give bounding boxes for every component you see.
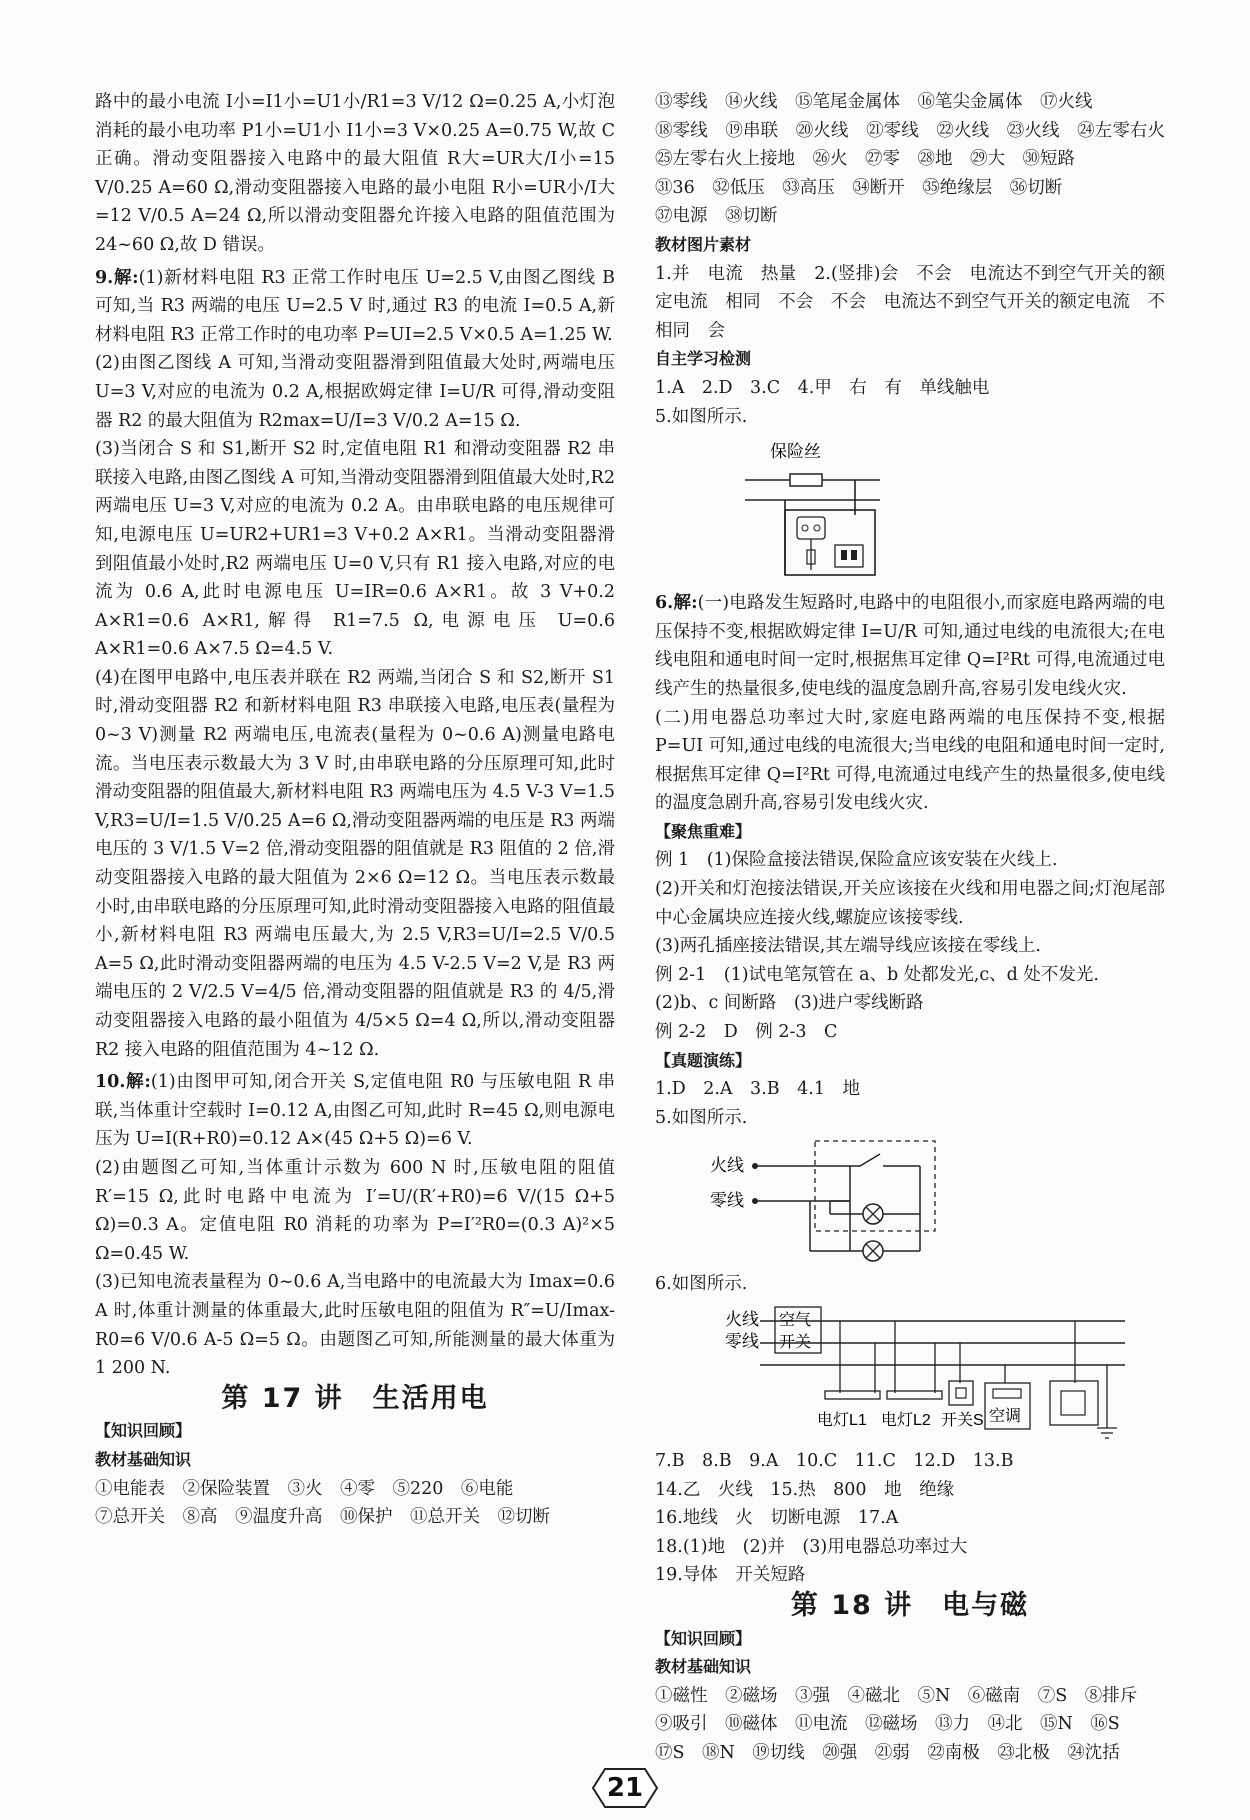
page-number: 21 — [606, 1773, 644, 1803]
real-exam-answers-3: 16.地线 火 切断电源 17.A — [655, 1508, 899, 1529]
knowledge-review-heading: 【知识回顾】 — [95, 1421, 192, 1441]
lamp-l1-icon — [825, 1391, 880, 1399]
lamp-l1-label: 电灯L1 — [817, 1412, 867, 1429]
q9-block — [95, 264, 615, 350]
real-exam-answers-1: 7.B 8.B 9.A 10.C 11.C 12.D 13.B — [655, 1451, 1014, 1471]
basic-knowledge-heading: 教材基础知识 — [95, 1449, 192, 1469]
lesson-18-title: 第 18 讲 电与磁 — [790, 1589, 1030, 1621]
l17-line-1: ①电能表 ②保险装置 ③火 ④零 ⑤220 ⑥电能 — [95, 1478, 514, 1499]
real-exam-line-6: 6.如图所示. — [655, 1274, 748, 1295]
q8-continuation: 路中的最小电流 I小=I1小=U1小/R1=3 V/12 Ω=0.25 A,小灯泡消耗的最小电功率 P1小=U1小 I1小=3 V×0.25 A=0.75 W,故 C 正确。滑动变阻器接入电路中的最大阻值 R大=UR大/I小=15 V/0.25 A=60 Ω,滑动变阻器接入电路的最小电阻 R小=UR小/I大=12 V/0.5 A=24 Ω,所以滑动变阻器允许接入电路的阻值范围为 24~60 Ω,故 D 错误。 — [95, 92, 615, 255]
example-2-2: 例 2-2 D 例 2-3 C — [655, 1022, 838, 1043]
l18-line-1: ①磁性 ②磁场 ③强 ④磁北 ⑤N ⑥磁南 ⑦S ⑧排斥 — [655, 1685, 1138, 1706]
real-exam-answers-5: 19.导体 开关短路 — [655, 1565, 806, 1586]
q10-part3: (3)已知电流表量程为 0~0.6 A,当电路中的电流最大为 Imax=0.6 A 时,体重计测量的体重最大,此时压敏电阻的阻值为 R″=U/Imax-R0=6 V/0.6 A-5 Ω=5 Ω。由题图乙可知,所能测量的最大体重为 1 200 N. — [95, 1272, 615, 1379]
left-column — [95, 88, 615, 1532]
l17-more-4: ㊲电源 ㊳切断 — [655, 206, 778, 227]
l17-more-3: ㉛36 ㉜低压 ㉝高压 ㉞断开 ㉟绝缘层 ㊱切断 — [655, 177, 1063, 198]
socket-panel — [785, 510, 875, 575]
lesson-17-title: 第 17 讲 生活用电 — [221, 1382, 489, 1414]
neutral-wire-label-2: 零线 — [725, 1332, 759, 1351]
q9-title: 9.解: — [95, 267, 139, 288]
q10-title: 10.解: — [95, 1072, 151, 1093]
air-breaker-text-1: 空气 — [779, 1312, 812, 1329]
live-wire-label-2: 火线 — [725, 1310, 759, 1329]
l17-more-2: ⑱零线 ⑲串联 ⑳火线 ㉑零线 ㉒火线 ㉓火线 ㉔左零右火 ㉕左零右火上接地 ㉖火 ㉗零 ㉘地 ㉙大 ㉚短路 — [655, 120, 1183, 170]
self-check-heading: 自主学习检测 — [655, 349, 752, 369]
q10-part2: (2)由题图乙可知,当体重计示数为 600 N 时,压敏电阻的阻值 R′=15 Ω,此时电路中电流为 I′=U/(R′+R0)=6 V/(15 Ω+5 Ω)=0.3 A。定值电阻 R0 消耗的功率为 P=I′²R0=(0.3 A)²×5 Ω=0.45 W. — [95, 1157, 615, 1264]
picture-material-heading: 教材图片素材 — [655, 234, 752, 254]
l17-line-2: ⑦总开关 ⑧高 ⑨温度升高 ⑩保护 ⑪总开关 ⑫切断 — [95, 1507, 550, 1528]
live-wire-label: 火线 — [710, 1156, 744, 1176]
example-2-1-b: (2)b、c 间断路 (3)进户零线断路 — [655, 993, 924, 1014]
real-exam-line-5: 5.如图所示. — [655, 1107, 748, 1128]
q6-part1 — [655, 589, 1165, 703]
l18-line-3: ⑰S ⑱N ⑲切线 ⑳强 ㉑弱 ㉒南极 ㉓北极 ㉔沈括 — [655, 1742, 1120, 1763]
q9-part2: (2)由图乙图线 A 可知,当滑动变阻器滑到阻值最大处时,两端电压 U=3 V,对应的电流为 0.2 A,根据欧姆定律 I=U/R 可得,滑动变阻器 R2 的最大阻值为 R2max=U/I=3 V/0.2 A=15 Ω. — [95, 353, 615, 431]
lamp-circuit-diagram — [655, 1136, 1075, 1266]
aircon-label: 空调 — [989, 1408, 1022, 1425]
q10-block — [95, 1068, 615, 1154]
focus-heading: 【聚焦重难】 — [655, 821, 752, 841]
switch-s-box — [949, 1381, 973, 1405]
switch-s-label: 开关S — [941, 1412, 984, 1429]
l17-more-1: ⑬零线 ⑭火线 ⑮笔尾金属体 ⑯笔尖金属体 ⑰火线 — [655, 92, 1093, 112]
self-check-line-5: 5.如图所示. — [655, 406, 748, 427]
right-column — [655, 88, 1183, 1768]
picture-material-answer: 1.并 电流 热量 2.(竖排)会 不会 电流达不到空气开关的额定电流 相同 不会 不会 电流达不到空气开关的额定电流 不相同 会 — [655, 263, 1165, 341]
q10-part1: (1)由图甲可知,闭合开关 S,定值电阻 R0 与压敏电阻 R 串联,当体重计空载时 I=0.12 A,由图乙可知,此时 R=45 Ω,则电源电压为 U=I(R+R0)=0.12 A×(45 Ω+5 Ω)=6 V. — [95, 1072, 616, 1150]
q9-part1: (1)新材料电阻 R3 正常工作时电压 U=2.5 V,由图乙图线 B 可知,当 R3 两端的电压 U=2.5 V 时,通过 R3 的电流 I=0.5 A,新材料电阻 R3 正常工作时的电功率 P=UI=2.5 V×0.5 A=1.25 W. — [95, 267, 615, 345]
example-2-1-a: 例 2-1 (1)试电笔氖管在 a、b 处都发光,c、d 处不发光. — [655, 964, 1099, 985]
real-exam-answers-2: 14.乙 火线 15.热 800 地 绝缘 — [655, 1479, 955, 1500]
neutral-wire-label: 零线 — [710, 1191, 744, 1211]
q9-part4: (4)在图甲电路中,电压表并联在 R2 两端,当闭合 S 和 S2,断开 S1 时,滑动变阻器 R2 和新材料电阻 R3 串联接入电路,电压表(量程为 0~3 V)测量 R2 两端电压,电流表(量程为 0~0.6 A)测量电路电流。当电压表示数最大为 3 V 时,由串联电路的分压原理可知,此时滑动变阻器的阻值最大,新材料电阻 R3 两端电压为 4.5 V-3 V=1.5 V,R3=U/I=1.5 V/0.25 A=6 Ω,滑动变阻器两端的电压是 R3 两端电压的 3 V/1.5 V=2 倍,滑动变阻器的阻值就是 R3 阻值的 2 倍,滑动变阻器接入电路的最大阻值为 2×6 Ω=12 Ω。当电压表示数最小时,由串联电路的分压原理可知,此时滑动变阻器接入电路的阻值最小,新材料电阻 R3 两端电压最大,为 2.5 V,R3=U/I=2.5 V/0.5 A=5 Ω,此时滑动变阻器两端的电压为 4.5 V-2.5 V=2 V,是 R3 两端电压的 2 V/2.5 V=4/5 倍,滑动变阻器的阻值就是 R3 的 4/5,滑动变阻器接入电路的最小阻值为 4/5×5 Ω=4 Ω,所以,滑动变阻器 R2 接入电路的阻值范围为 4~12 Ω. — [95, 667, 615, 1060]
q6-part2: (二)用电器总功率过大时,家庭电路两端的电压保持不变,根据 P=UI 可知,通过电线的电流很大;当电线的电阻和通电时间一定时,根据焦耳定律 Q=I²Rt 可得,电流通过电线产生的热量很多,使电线的温度急剧升高,容易引发电线火灾. — [655, 707, 1165, 814]
switch-icon — [860, 1154, 880, 1166]
page-number-badge — [589, 1765, 661, 1811]
knowledge-review-heading-18: 【知识回顾】 — [655, 1628, 752, 1648]
home-wiring-diagram — [655, 1303, 1135, 1443]
q9-part3: (3)当闭合 S 和 S1,断开 S2 时,定值电阻 R1 和滑动变阻器 R2 串联接入电路,由图乙图线 A 可知,当滑动变阻器滑到阻值最大处时,R2 两端电压 U=3 V,对应的电流为 0.2 A。由串联电路的电压规律可知,电源电压 U=UR2+UR1=3 V+0.2 A×R1。当滑动变阻器滑到阻值最小处时,R2 两端电压 U=0 V,只有 R1 接入电路,对应的电流为 0.6 A,此时电源电压 U=IR=0.6 A×R1。故 3 V+0.2 A×R1=0.6 A×R1,解得 R1=7.5 Ω,电源电压 U=0.6 A×R1=0.6 A×7.5 Ω=4.5 V. — [95, 439, 615, 660]
basic-knowledge-heading-18: 教材基础知识 — [655, 1657, 752, 1677]
example-1-a: 例 1 (1)保险盒接法错误,保险盒应该安装在火线上. — [655, 850, 1058, 871]
q6-text1: (一)电路发生短路时,电路中的电阻很小,而家庭电路两端的电压保持不变,根据欧姆定律 I=U/R 可知,通过电线的电流很大;在电线电阻和通电时间一定时,根据焦耳定律 Q=I²Rt 可得,电流通过电线产生的热量很多,使电线的温度急剧升高,容易引发电线火灾. — [655, 593, 1166, 699]
q6-title: 6.解: — [655, 593, 698, 614]
example-1-b: (2)开关和灯泡接法错误,开关应该接在火线和用电器之间;灯泡尾部中心金属块应连接火线,螺旋应该接零线. — [655, 879, 1165, 928]
fuse-icon — [790, 474, 822, 486]
air-breaker-text-2: 开关 — [779, 1334, 812, 1351]
fuse-socket-diagram — [655, 435, 955, 585]
real-exam-answers-4: 18.(1)地 (2)并 (3)用电器总功率过大 — [655, 1536, 968, 1557]
l18-line-2: ⑨吸引 ⑩磁体 ⑪电流 ⑫磁场 ⑬力 ⑭北 ⑮N ⑯S — [655, 1714, 1120, 1735]
socket-box — [1050, 1381, 1098, 1425]
fuse-label: 保险丝 — [770, 442, 821, 462]
real-exam-line-1: 1.D 2.A 3.B 4.1 地 — [655, 1079, 860, 1100]
self-check-line-1: 1.A 2.D 3.C 4.甲 右 有 单线触电 — [655, 377, 990, 398]
three-pin-socket-icon — [841, 550, 847, 560]
example-1-c: (3)两孔插座接法错误,其左端导线应该接在零线上. — [655, 936, 1041, 957]
real-exam-heading: 【真题演练】 — [655, 1050, 752, 1070]
lamp-l2-label: 电灯L2 — [881, 1412, 931, 1429]
